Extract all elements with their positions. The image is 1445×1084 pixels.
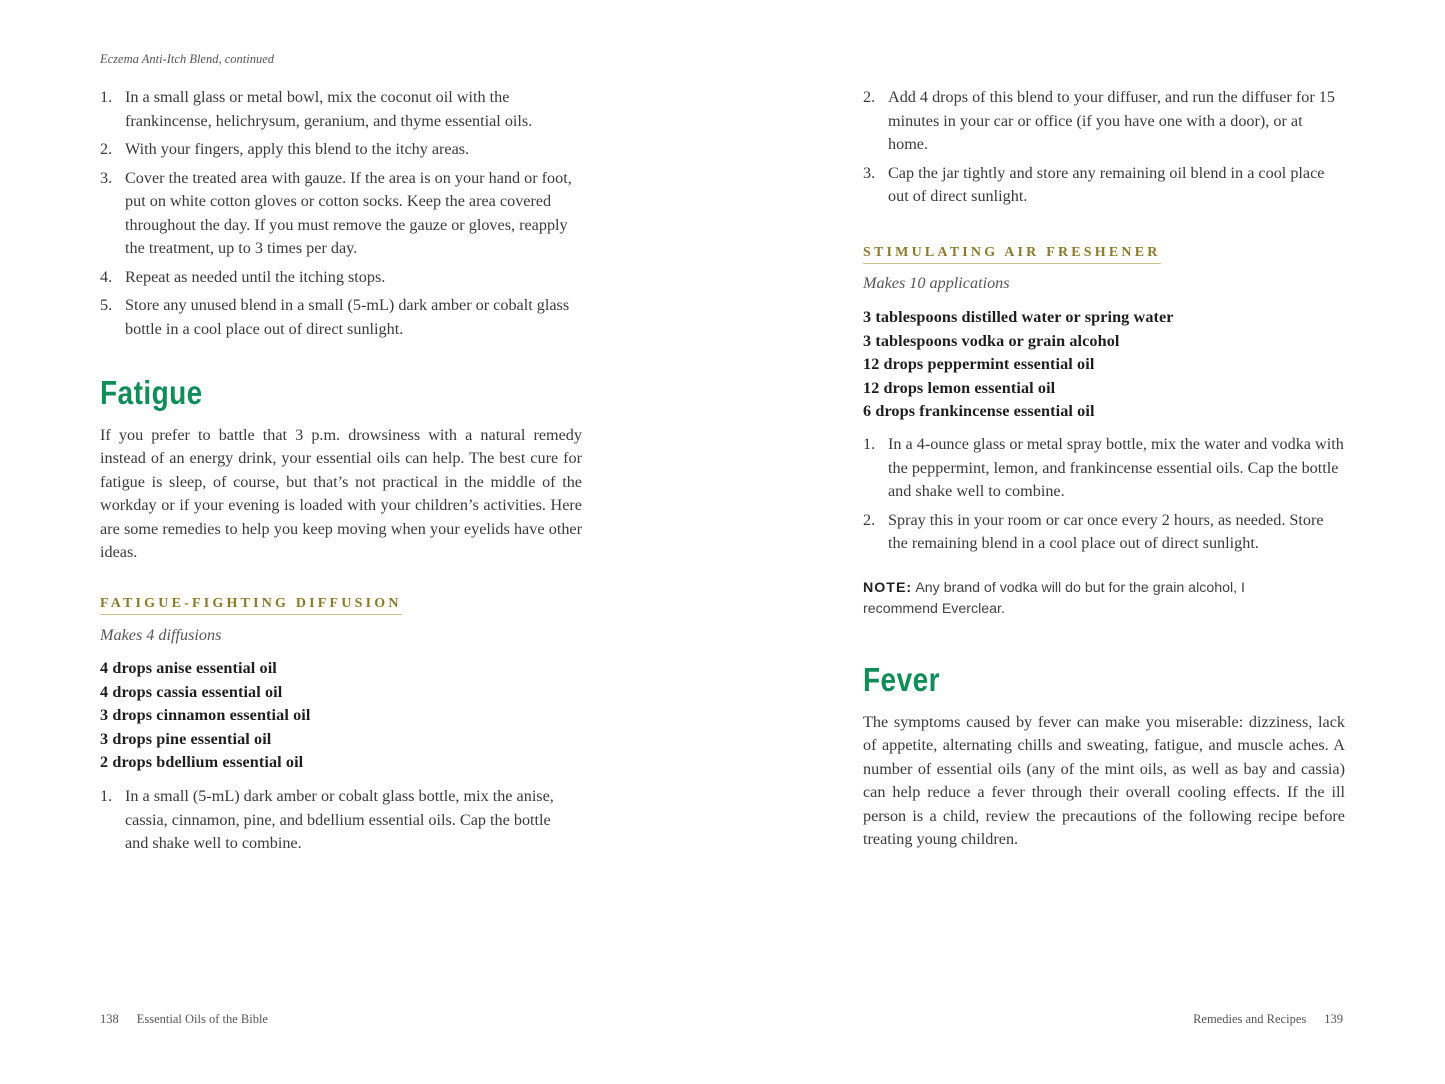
step-number: 4.: [100, 267, 113, 286]
continued-steps-list: [863, 86, 1345, 214]
ingredient-item: 12 drops peppermint essential oil: [863, 355, 1095, 373]
footer-right: [1193, 1012, 1343, 1027]
list-item: [100, 86, 582, 133]
ingredient-list: [863, 306, 1345, 424]
ingredient-item: 6 drops frankincense essential oil: [863, 402, 1095, 420]
step-number: 1.: [863, 435, 876, 453]
recipe-yield: Makes 10 applications: [863, 274, 1010, 292]
step-number: 1.: [100, 88, 113, 106]
recipe-title: FATIGUE-FIGHTING DIFFUSION: [100, 596, 402, 615]
step-number: 1.: [100, 787, 113, 805]
recipe-yield: Makes 4 diffusions: [100, 626, 222, 644]
section-name: Remedies and Recipes: [1193, 1012, 1307, 1026]
ingredient-item: 4 drops cassia essential oil: [100, 682, 283, 701]
ingredient-item: 3 tablespoons vodka or grain alcohol: [863, 331, 1120, 350]
recipe-title-wrap: [863, 241, 1345, 264]
recipe-title: STIMULATING AIR FRESHENER: [863, 245, 1161, 264]
ingredient-item: 3 tablespoons distilled water or spring water: [863, 308, 1174, 326]
list-item: [863, 162, 1345, 209]
list-item: [100, 294, 582, 341]
ingredient-list: [100, 657, 582, 775]
list-item: [100, 167, 582, 261]
list-item: [100, 266, 582, 290]
running-head: Eczema Anti-Itch Blend, continued: [100, 52, 275, 66]
ingredient-item: 2 drops bdellium essential oil: [100, 753, 304, 771]
fever-intro: The symptoms caused by fever can make you miserable: dizziness, lack of appetite, alternating chills and sweating, fatigue, and muscle aches. A number of essential oils (any of the mint oils, as well as bay and cassia) can help reduce a fever through their overall cooling effects. If the ill person is a child, review the precautions of the following recipe before treating young children.: [863, 713, 1345, 849]
recipe-steps-list: [863, 433, 1345, 561]
fatigue-intro: If you prefer to battle that 3 p.m. drowsiness with a natural remedy instead of an energy drink, your essential oils can help. The best cure for fatigue is sleep, of course, but that’s not practical in the middle of the workday or if your evening is loaded with your children’s activities. Here are some remedies to help you keep moving when your eyelids have other ideas.: [100, 426, 582, 562]
section-title-fatigue: Fatigue: [100, 374, 203, 411]
page-number: 138: [100, 1012, 119, 1026]
list-item: [863, 86, 1345, 157]
step-text: Spray this in your room or car once every 2 hours, as needed. Store the remaining blend in a cool place out of direct sunlight.: [888, 510, 1324, 552]
step-text: In a small (5-mL) dark amber or cobalt glass bottle, mix the anise, cassia, cinnamon, pine, and bdellium essential oils. Cap the bottle and shake well to combine.: [125, 787, 554, 852]
step-number: 5.: [100, 296, 113, 314]
step-number: 2.: [863, 88, 876, 106]
step-number: 2.: [100, 140, 113, 158]
note: [863, 578, 1283, 619]
step-number: 3.: [100, 168, 113, 187]
section-title-fever: Fever: [863, 661, 940, 698]
step-text: Cover the treated area with gauze. If the area is on your hand or foot, put on white cotton gloves or cotton socks. Keep the area covered throughout the day. If you must remove the gauze or gloves, reapply the treatment, up to 3 times per day.: [125, 168, 572, 257]
step-number: 2.: [863, 510, 876, 529]
list-item: [863, 433, 1345, 504]
step-number: 3.: [863, 163, 876, 182]
step-text: Store any unused blend in a small (5-mL) dark amber or cobalt glass bottle in a cool place out of direct sunlight.: [125, 296, 570, 338]
ingredient-item: 4 drops anise essential oil: [100, 659, 277, 677]
page-number: 139: [1324, 1012, 1343, 1026]
step-text: Cap the jar tightly and store any remaining oil blend in a cool place out of direct sunlight.: [888, 163, 1325, 205]
recipe-steps-list: [100, 785, 560, 861]
note-text: Any brand of vodka will do but for the grain alcohol, I recommend Everclear.: [863, 580, 1245, 617]
note-label: NOTE:: [863, 580, 913, 596]
step-text: With your fingers, apply this blend to the itchy areas.: [125, 140, 470, 158]
footer-left: [100, 1012, 268, 1027]
ingredient-item: 12 drops lemon essential oil: [863, 378, 1056, 397]
step-text: In a small glass or metal bowl, mix the coconut oil with the frankincense, helichrysum, geranium, and thyme essential oils.: [125, 88, 533, 130]
list-item: [100, 785, 560, 856]
step-text: In a 4-ounce glass or metal spray bottle, mix the water and vodka with the peppermint, lemon, and frankincense essential oils. Cap the bottle and shake well to combine.: [888, 435, 1344, 500]
ingredient-item: 3 drops pine essential oil: [100, 729, 272, 748]
eczema-steps-list: [100, 86, 582, 346]
ingredient-item: 3 drops cinnamon essential oil: [100, 706, 311, 724]
step-text: Add 4 drops of this blend to your diffuser, and run the diffuser for 15 minutes in your car or office (if you have one with a door), or at home.: [888, 88, 1335, 153]
book-title: Essential Oils of the Bible: [136, 1012, 268, 1026]
recipe-title-wrap: [100, 592, 582, 615]
step-text: Repeat as needed until the itching stops.: [125, 267, 386, 286]
list-item: [100, 138, 582, 162]
list-item: [863, 509, 1345, 556]
